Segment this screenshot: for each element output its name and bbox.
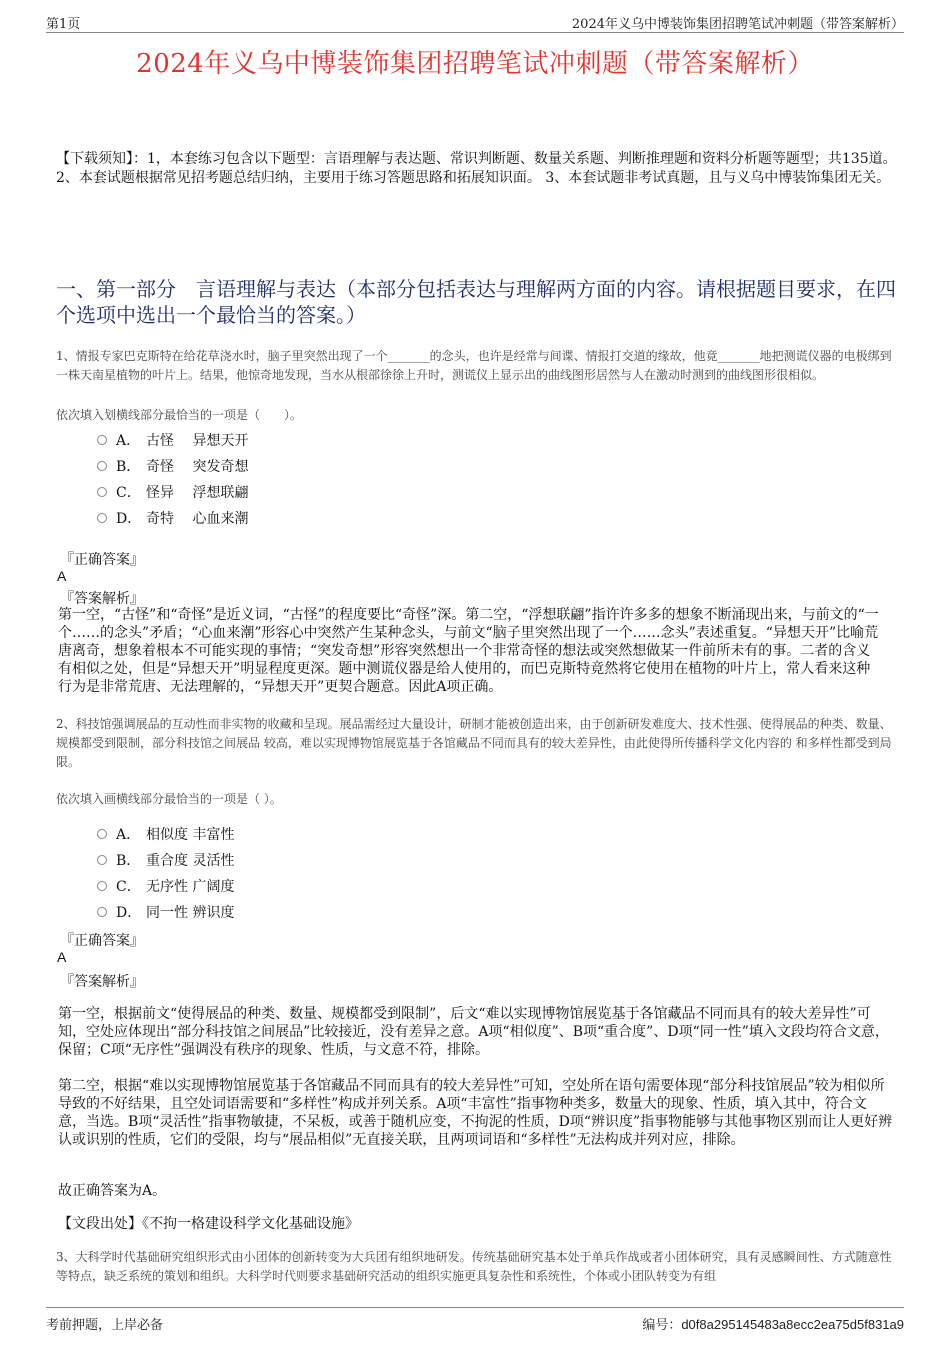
radio-icon[interactable]: [97, 461, 107, 471]
radio-icon[interactable]: [97, 829, 107, 839]
q2-option-b[interactable]: B． 重合度 灵活性: [97, 850, 234, 870]
q1-option-a[interactable]: A． 古怪 异想天开: [97, 430, 248, 450]
radio-icon[interactable]: [97, 435, 107, 445]
q2-analysis-para-2: 第二空，根据“难以实现博物馆展览基于各馆藏品不同而具有的较大差异性”可知，空处所在语句需要体现“部分科技馆展品”较为相似所导致的不好结果，且空处词语需要和“多样性”构成并列关系。A项“丰富性”指事物种类多，数量大的现象、性质，填入其中，符合文意，当选。B项“灵活性”指事物敏捷，不呆板，或善于随机应变，不拘泥的性质，D项“辨识度”指事物能够与其他事物区别而让人更好辨认或识别的性质，它们的受限，均与“展品相似”无直接关联，且两项词语和“多样性”无法构成并列对应，排除。: [58, 1078, 893, 1148]
q2-conclusion: 故正确答案为A。: [58, 1183, 167, 1199]
radio-icon[interactable]: [97, 881, 107, 891]
radio-icon[interactable]: [97, 513, 107, 523]
radio-icon[interactable]: [97, 855, 107, 865]
download-notice: 【下载须知】：1，本套练习包含以下题型：言语理解与表达题、常识判断题、数量关系题、判断推理题和资料分析题等题型；共135道。 2、本套试题根据常见招考题总结归纳，主要用于练习答题思路和拓展知识面。 3、本套试题非考试真题，且与义乌中博装饰集团无关。: [56, 151, 897, 186]
footer-slogan: 考前押题，上岸必备: [46, 1318, 164, 1333]
question-2-prompt: 依次填入画横线部分最恰当的一项是（ ）。: [56, 792, 282, 806]
q2-answer-label: 『正确答案』: [60, 933, 144, 949]
radio-icon[interactable]: [97, 907, 107, 917]
running-title: 2024年义乌中博装饰集团招聘笔试冲刺题（带答案解析）: [571, 17, 904, 32]
radio-icon[interactable]: [97, 487, 107, 497]
q2-analysis-para-1: 第一空，根据前文“使得展品的种类、数量、规模都受到限制”，后文“难以实现博物馆展览基于各馆藏品不同而具有的较大差异性”可知，空处应体现出“部分科技馆之间展品”比较接近，没有差异之意。A项“相似度”、B项“重合度”、D项“同一性”填入文段均符合文意，保留；C项“无序性”强调没有秩序的现象、性质，与文意不符，排除。: [58, 1006, 889, 1058]
page-number: 第1页: [46, 17, 81, 32]
q2-option-c[interactable]: C． 无序性 广阔度: [97, 876, 234, 896]
question-2-stem: 2、科技馆强调展品的互动性而非实物的收藏和呈现。展品需经过大量设计，研制才能被创造出来，由于创新研发难度大、技术性强、使得展品的种类、数量、规模都受到限制，部分科技馆之间展品 较高，难以实现博物馆展览基于各馆藏品不同而具有的较大差异性，由此使得所传播科学文化内容的 和多样性都受到局限。: [56, 717, 892, 769]
q1-analysis-label: 『答案解析』: [60, 591, 144, 607]
q1-answer: A: [57, 568, 67, 584]
q2-option-a[interactable]: A． 相似度 丰富性: [97, 824, 234, 844]
q2-option-d[interactable]: D． 同一性 辨识度: [97, 902, 234, 922]
q1-option-d[interactable]: D． 奇特 心血来潮: [97, 508, 248, 528]
footer-code: 编号：d0f8a295145483a8ecc2ea75d5f831a9: [642, 1317, 904, 1333]
question-1-prompt: 依次填入划横线部分最恰当的一项是（ ）。: [56, 408, 303, 422]
q2-analysis-label: 『答案解析』: [60, 974, 144, 990]
header-rule: [46, 32, 904, 33]
section-heading: 一、第一部分 言语理解与表达（本部分包括表达与理解两方面的内容。请根据题目要求，在四个选项中选出一个最恰当的答案。）: [56, 277, 896, 327]
q1-option-c[interactable]: C． 怪异 浮想联翩: [97, 482, 248, 502]
question-3-stem: 3、大科学时代基础研究组织形式由小团体的创新转变为大兵团有组织地研发。传统基础研究基本处于单兵作战或者小团体研究，具有灵感瞬间性、方式随意性等特点，缺乏系统的策划和组织。大科学时代则要求基础研究活动的组织实施更具复杂性和系统性，个体或小团队转变为有组: [56, 1250, 892, 1283]
q2-source: 【文段出处】《不拘一格建设科学文化基础设施》: [58, 1216, 359, 1232]
footer-rule: [46, 1307, 904, 1308]
q1-option-b[interactable]: B． 奇怪 突发奇想: [97, 456, 248, 476]
q2-answer: A: [57, 949, 67, 965]
q1-answer-label: 『正确答案』: [60, 552, 144, 568]
question-1-stem: 1、情报专家巴克斯特在给花草浇水时，脑子里突然出现了一个_______的念头，也许是经常与间谍、情报打交道的缘故，他竟_______地把测谎仪器的电极绑到一株天南星植物的叶片上。结果，他惊奇地发现，当水从根部徐徐上升时，测谎仪上显示出的曲线图形居然与人在激动时测到的曲线图形很相似。: [56, 349, 892, 382]
q1-analysis: 第一空，“古怪”和“奇怪”是近义词，“古怪”的程度要比“奇怪”深。第二空，“浮想联翩”指许许多多的想象不断涌现出来，与前文的“一个……的念头”矛盾；“心血来潮”形容心中突然产生某种念头，与前文“脑子里突然出现了一个……念头”表述重复。“异想天开”比喻荒唐离奇，想象着根本不可能实现的事情；“突发奇想”形容突然想出一个非常奇怪的想法或突然想做某一件前所未有的事。二者的含义有相似之处，但是“异想天开”明显程度更深。题中测谎仪器是给人使用的，而巴克斯特竟然将它使用在植物的叶片上，常人看来这种行为是非常荒唐、无法理解的，“异想天开”更契合题意。因此A项正确。: [58, 607, 879, 695]
document-title: 2024年义乌中博装饰集团招聘笔试冲刺题（带答案解析）: [136, 49, 814, 79]
